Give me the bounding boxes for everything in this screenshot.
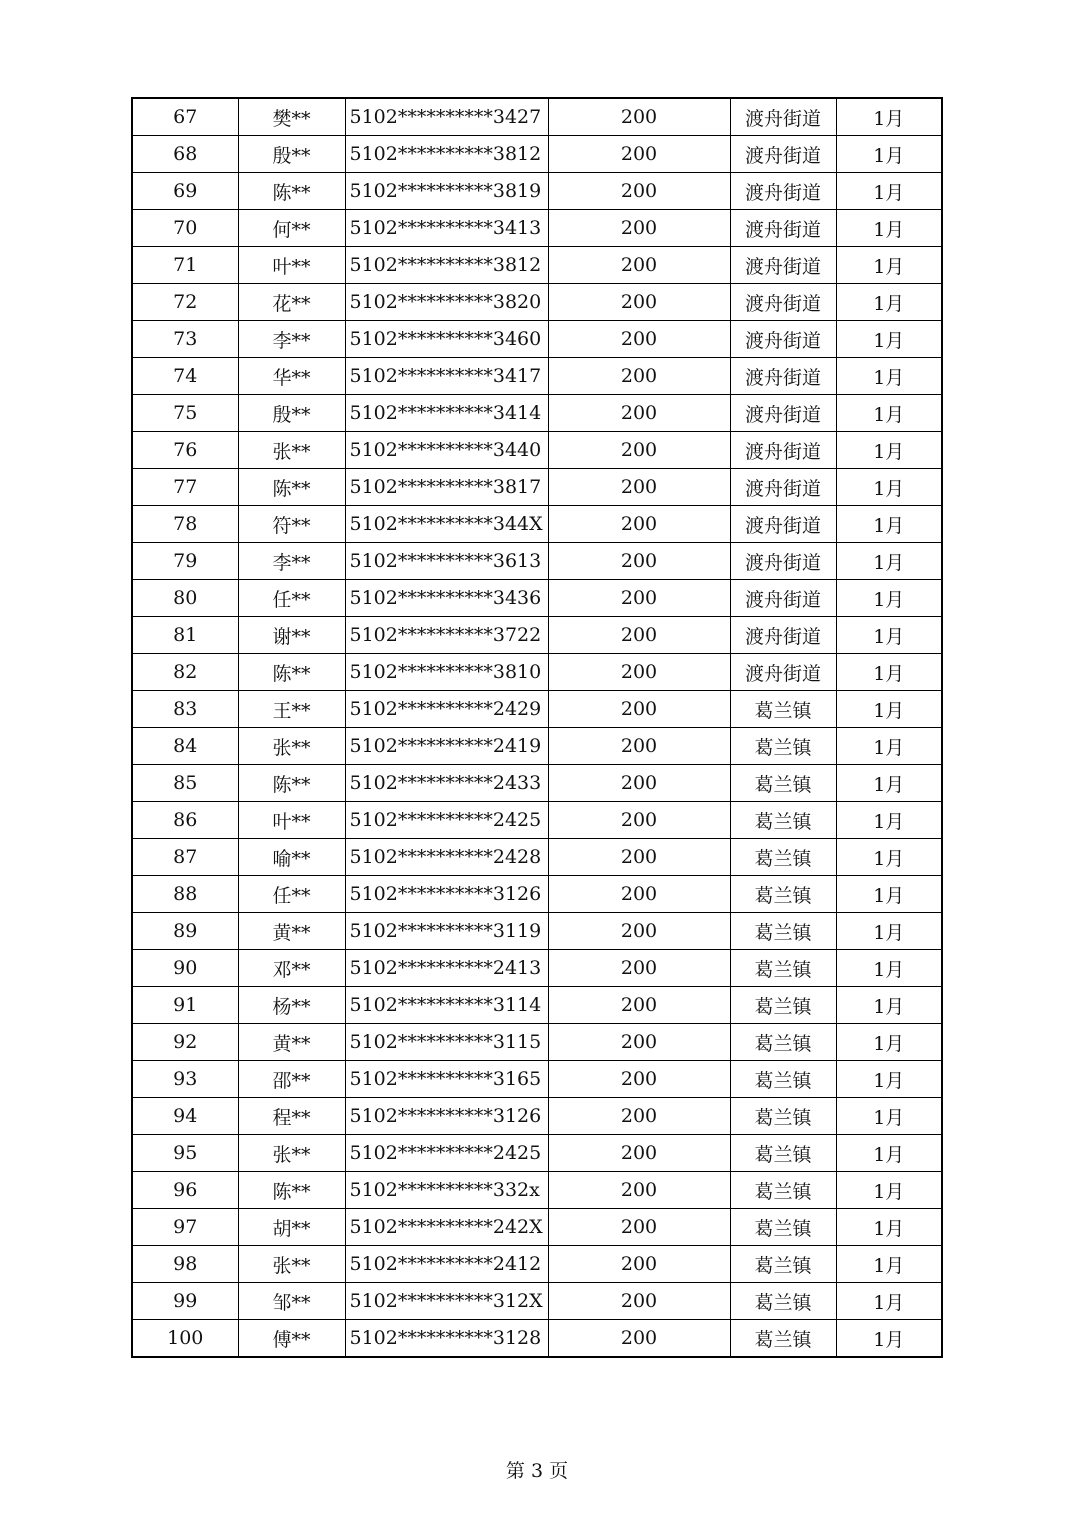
cell-name: 李** [238, 321, 345, 358]
cell-location: 渡舟街道 [730, 321, 836, 358]
cell-index: 78 [132, 506, 238, 543]
cell-location: 葛兰镇 [730, 1172, 836, 1209]
cell-location: 渡舟街道 [730, 543, 836, 580]
cell-name: 黄** [238, 913, 345, 950]
cell-location: 渡舟街道 [730, 580, 836, 617]
cell-location: 葛兰镇 [730, 1320, 836, 1358]
cell-id-number: 5102**********3413 [345, 210, 548, 247]
cell-month: 1月 [836, 1061, 942, 1098]
cell-name: 张** [238, 432, 345, 469]
cell-index: 74 [132, 358, 238, 395]
cell-amount: 200 [548, 284, 730, 321]
table-row [132, 802, 942, 839]
table-row [132, 321, 942, 358]
cell-id-number: 5102**********3119 [345, 913, 548, 950]
cell-index: 91 [132, 987, 238, 1024]
cell-location: 葛兰镇 [730, 950, 836, 987]
cell-name: 花** [238, 284, 345, 321]
table-row [132, 1320, 942, 1358]
cell-amount: 200 [548, 358, 730, 395]
table-row [132, 98, 942, 136]
cell-location: 葛兰镇 [730, 1283, 836, 1320]
cell-amount: 200 [548, 802, 730, 839]
cell-month: 1月 [836, 1098, 942, 1135]
cell-amount: 200 [548, 1172, 730, 1209]
table-row [132, 1283, 942, 1320]
cell-index: 97 [132, 1209, 238, 1246]
cell-month: 1月 [836, 506, 942, 543]
cell-month: 1月 [836, 432, 942, 469]
cell-name: 张** [238, 1135, 345, 1172]
cell-name: 华** [238, 358, 345, 395]
cell-location: 葛兰镇 [730, 987, 836, 1024]
cell-amount: 200 [548, 765, 730, 802]
table-row [132, 284, 942, 321]
cell-index: 79 [132, 543, 238, 580]
cell-amount: 200 [548, 617, 730, 654]
cell-index: 81 [132, 617, 238, 654]
table-row [132, 543, 942, 580]
cell-name: 殷** [238, 136, 345, 173]
cell-index: 67 [132, 98, 238, 136]
cell-name: 邓** [238, 950, 345, 987]
cell-name: 喻** [238, 839, 345, 876]
cell-month: 1月 [836, 839, 942, 876]
cell-month: 1月 [836, 987, 942, 1024]
cell-id-number: 5102**********3819 [345, 173, 548, 210]
cell-month: 1月 [836, 173, 942, 210]
cell-index: 89 [132, 913, 238, 950]
table-row [132, 1209, 942, 1246]
cell-month: 1月 [836, 765, 942, 802]
cell-index: 95 [132, 1135, 238, 1172]
cell-id-number: 5102**********312X [345, 1283, 548, 1320]
cell-name: 陈** [238, 1172, 345, 1209]
cell-id-number: 5102**********3417 [345, 358, 548, 395]
cell-index: 93 [132, 1061, 238, 1098]
cell-id-number: 5102**********344X [345, 506, 548, 543]
cell-name: 李** [238, 543, 345, 580]
cell-amount: 200 [548, 1320, 730, 1358]
cell-month: 1月 [836, 543, 942, 580]
cell-amount: 200 [548, 173, 730, 210]
cell-amount: 200 [548, 469, 730, 506]
cell-amount: 200 [548, 395, 730, 432]
cell-id-number: 5102**********3128 [345, 1320, 548, 1358]
cell-index: 99 [132, 1283, 238, 1320]
cell-name: 陈** [238, 765, 345, 802]
cell-location: 葛兰镇 [730, 728, 836, 765]
cell-id-number: 5102**********2413 [345, 950, 548, 987]
cell-id-number: 5102**********3114 [345, 987, 548, 1024]
cell-index: 98 [132, 1246, 238, 1283]
cell-name: 何** [238, 210, 345, 247]
cell-amount: 200 [548, 839, 730, 876]
cell-location: 葛兰镇 [730, 1209, 836, 1246]
cell-name: 陈** [238, 654, 345, 691]
table-row [132, 247, 942, 284]
cell-id-number: 5102**********3460 [345, 321, 548, 358]
cell-id-number: 5102**********2428 [345, 839, 548, 876]
cell-index: 83 [132, 691, 238, 728]
table-row [132, 210, 942, 247]
cell-id-number: 5102**********2429 [345, 691, 548, 728]
cell-id-number: 5102**********2419 [345, 728, 548, 765]
cell-index: 72 [132, 284, 238, 321]
cell-location: 渡舟街道 [730, 395, 836, 432]
cell-location: 渡舟街道 [730, 469, 836, 506]
cell-id-number: 5102**********242X [345, 1209, 548, 1246]
cell-month: 1月 [836, 210, 942, 247]
cell-name: 程** [238, 1098, 345, 1135]
cell-amount: 200 [548, 247, 730, 284]
table-row [132, 1135, 942, 1172]
table-row [132, 876, 942, 913]
cell-index: 77 [132, 469, 238, 506]
cell-name: 谢** [238, 617, 345, 654]
cell-index: 94 [132, 1098, 238, 1135]
cell-index: 96 [132, 1172, 238, 1209]
cell-index: 80 [132, 580, 238, 617]
table-row [132, 432, 942, 469]
table-row [132, 173, 942, 210]
cell-id-number: 5102**********332x [345, 1172, 548, 1209]
cell-name: 叶** [238, 247, 345, 284]
cell-location: 渡舟街道 [730, 136, 836, 173]
cell-index: 75 [132, 395, 238, 432]
cell-amount: 200 [548, 1098, 730, 1135]
cell-location: 葛兰镇 [730, 691, 836, 728]
cell-name: 傅** [238, 1320, 345, 1358]
table-row [132, 395, 942, 432]
cell-index: 92 [132, 1024, 238, 1061]
cell-location: 葛兰镇 [730, 765, 836, 802]
table-row [132, 358, 942, 395]
cell-id-number: 5102**********3817 [345, 469, 548, 506]
cell-name: 张** [238, 728, 345, 765]
cell-month: 1月 [836, 654, 942, 691]
cell-name: 黄** [238, 1024, 345, 1061]
cell-location: 渡舟街道 [730, 210, 836, 247]
cell-location: 葛兰镇 [730, 1024, 836, 1061]
cell-month: 1月 [836, 1320, 942, 1358]
cell-name: 邹** [238, 1283, 345, 1320]
table-row [132, 950, 942, 987]
table-row [132, 617, 942, 654]
table-row [132, 1246, 942, 1283]
cell-index: 100 [132, 1320, 238, 1358]
table-row [132, 839, 942, 876]
cell-index: 82 [132, 654, 238, 691]
cell-amount: 200 [548, 950, 730, 987]
cell-amount: 200 [548, 987, 730, 1024]
cell-id-number: 5102**********3810 [345, 654, 548, 691]
cell-month: 1月 [836, 98, 942, 136]
cell-location: 葛兰镇 [730, 876, 836, 913]
cell-id-number: 5102**********2412 [345, 1246, 548, 1283]
cell-name: 殷** [238, 395, 345, 432]
cell-month: 1月 [836, 1024, 942, 1061]
cell-month: 1月 [836, 617, 942, 654]
cell-amount: 200 [548, 1283, 730, 1320]
table-row [132, 987, 942, 1024]
cell-amount: 200 [548, 210, 730, 247]
cell-id-number: 5102**********3722 [345, 617, 548, 654]
cell-location: 葛兰镇 [730, 1098, 836, 1135]
cell-location: 葛兰镇 [730, 913, 836, 950]
cell-amount: 200 [548, 654, 730, 691]
cell-name: 任** [238, 580, 345, 617]
cell-index: 68 [132, 136, 238, 173]
table-row [132, 506, 942, 543]
cell-id-number: 5102**********3427 [345, 98, 548, 136]
cell-name: 陈** [238, 469, 345, 506]
cell-id-number: 5102**********3812 [345, 136, 548, 173]
cell-name: 杨** [238, 987, 345, 1024]
cell-index: 84 [132, 728, 238, 765]
cell-amount: 200 [548, 321, 730, 358]
cell-id-number: 5102**********2425 [345, 802, 548, 839]
cell-month: 1月 [836, 802, 942, 839]
page-number: 第 3 页 [505, 1460, 569, 1482]
table-row [132, 1172, 942, 1209]
cell-id-number: 5102**********3414 [345, 395, 548, 432]
cell-index: 71 [132, 247, 238, 284]
cell-location: 葛兰镇 [730, 802, 836, 839]
cell-amount: 200 [548, 580, 730, 617]
cell-index: 90 [132, 950, 238, 987]
cell-location: 渡舟街道 [730, 98, 836, 136]
cell-id-number: 5102**********3820 [345, 284, 548, 321]
cell-id-number: 5102**********3436 [345, 580, 548, 617]
cell-index: 73 [132, 321, 238, 358]
table-row [132, 728, 942, 765]
cell-location: 葛兰镇 [730, 1246, 836, 1283]
table-row [132, 691, 942, 728]
cell-name: 任** [238, 876, 345, 913]
cell-amount: 200 [548, 876, 730, 913]
table-row [132, 654, 942, 691]
cell-month: 1月 [836, 321, 942, 358]
cell-location: 渡舟街道 [730, 173, 836, 210]
cell-month: 1月 [836, 469, 942, 506]
table-body [132, 98, 942, 1357]
cell-month: 1月 [836, 1135, 942, 1172]
cell-amount: 200 [548, 913, 730, 950]
cell-name: 陈** [238, 173, 345, 210]
cell-name: 王** [238, 691, 345, 728]
cell-month: 1月 [836, 1283, 942, 1320]
cell-id-number: 5102**********3115 [345, 1024, 548, 1061]
table-row [132, 765, 942, 802]
table-row [132, 136, 942, 173]
cell-name: 张** [238, 1246, 345, 1283]
cell-id-number: 5102**********3812 [345, 247, 548, 284]
cell-id-number: 5102**********3613 [345, 543, 548, 580]
cell-id-number: 5102**********3126 [345, 876, 548, 913]
cell-name: 胡** [238, 1209, 345, 1246]
cell-month: 1月 [836, 1209, 942, 1246]
cell-month: 1月 [836, 913, 942, 950]
beneficiary-table [131, 97, 943, 1358]
table-row [132, 1061, 942, 1098]
cell-amount: 200 [548, 506, 730, 543]
cell-amount: 200 [548, 432, 730, 469]
cell-amount: 200 [548, 1246, 730, 1283]
cell-month: 1月 [836, 1246, 942, 1283]
cell-location: 渡舟街道 [730, 617, 836, 654]
cell-location: 渡舟街道 [730, 506, 836, 543]
cell-amount: 200 [548, 98, 730, 136]
cell-index: 70 [132, 210, 238, 247]
table-row [132, 913, 942, 950]
cell-index: 87 [132, 839, 238, 876]
cell-month: 1月 [836, 691, 942, 728]
cell-location: 渡舟街道 [730, 358, 836, 395]
table-row [132, 580, 942, 617]
cell-amount: 200 [548, 1135, 730, 1172]
cell-month: 1月 [836, 136, 942, 173]
cell-id-number: 5102**********3165 [345, 1061, 548, 1098]
cell-location: 渡舟街道 [730, 247, 836, 284]
cell-month: 1月 [836, 876, 942, 913]
cell-month: 1月 [836, 950, 942, 987]
cell-location: 渡舟街道 [730, 654, 836, 691]
cell-name: 邵** [238, 1061, 345, 1098]
cell-amount: 200 [548, 543, 730, 580]
cell-amount: 200 [548, 728, 730, 765]
cell-location: 葛兰镇 [730, 1061, 836, 1098]
cell-index: 88 [132, 876, 238, 913]
cell-amount: 200 [548, 1061, 730, 1098]
cell-id-number: 5102**********3440 [345, 432, 548, 469]
cell-location: 葛兰镇 [730, 1135, 836, 1172]
cell-month: 1月 [836, 284, 942, 321]
cell-month: 1月 [836, 1172, 942, 1209]
cell-month: 1月 [836, 247, 942, 284]
cell-amount: 200 [548, 136, 730, 173]
cell-month: 1月 [836, 728, 942, 765]
cell-name: 叶** [238, 802, 345, 839]
cell-index: 85 [132, 765, 238, 802]
cell-id-number: 5102**********2433 [345, 765, 548, 802]
cell-location: 渡舟街道 [730, 432, 836, 469]
cell-index: 86 [132, 802, 238, 839]
cell-index: 76 [132, 432, 238, 469]
cell-month: 1月 [836, 580, 942, 617]
cell-month: 1月 [836, 395, 942, 432]
cell-name: 樊** [238, 98, 345, 136]
cell-month: 1月 [836, 358, 942, 395]
table-row [132, 1024, 942, 1061]
table-row [132, 469, 942, 506]
cell-index: 69 [132, 173, 238, 210]
cell-name: 符** [238, 506, 345, 543]
cell-id-number: 5102**********3126 [345, 1098, 548, 1135]
cell-id-number: 5102**********2425 [345, 1135, 548, 1172]
cell-amount: 200 [548, 1209, 730, 1246]
cell-amount: 200 [548, 691, 730, 728]
cell-location: 渡舟街道 [730, 284, 836, 321]
cell-location: 葛兰镇 [730, 839, 836, 876]
table-row [132, 1098, 942, 1135]
cell-amount: 200 [548, 1024, 730, 1061]
